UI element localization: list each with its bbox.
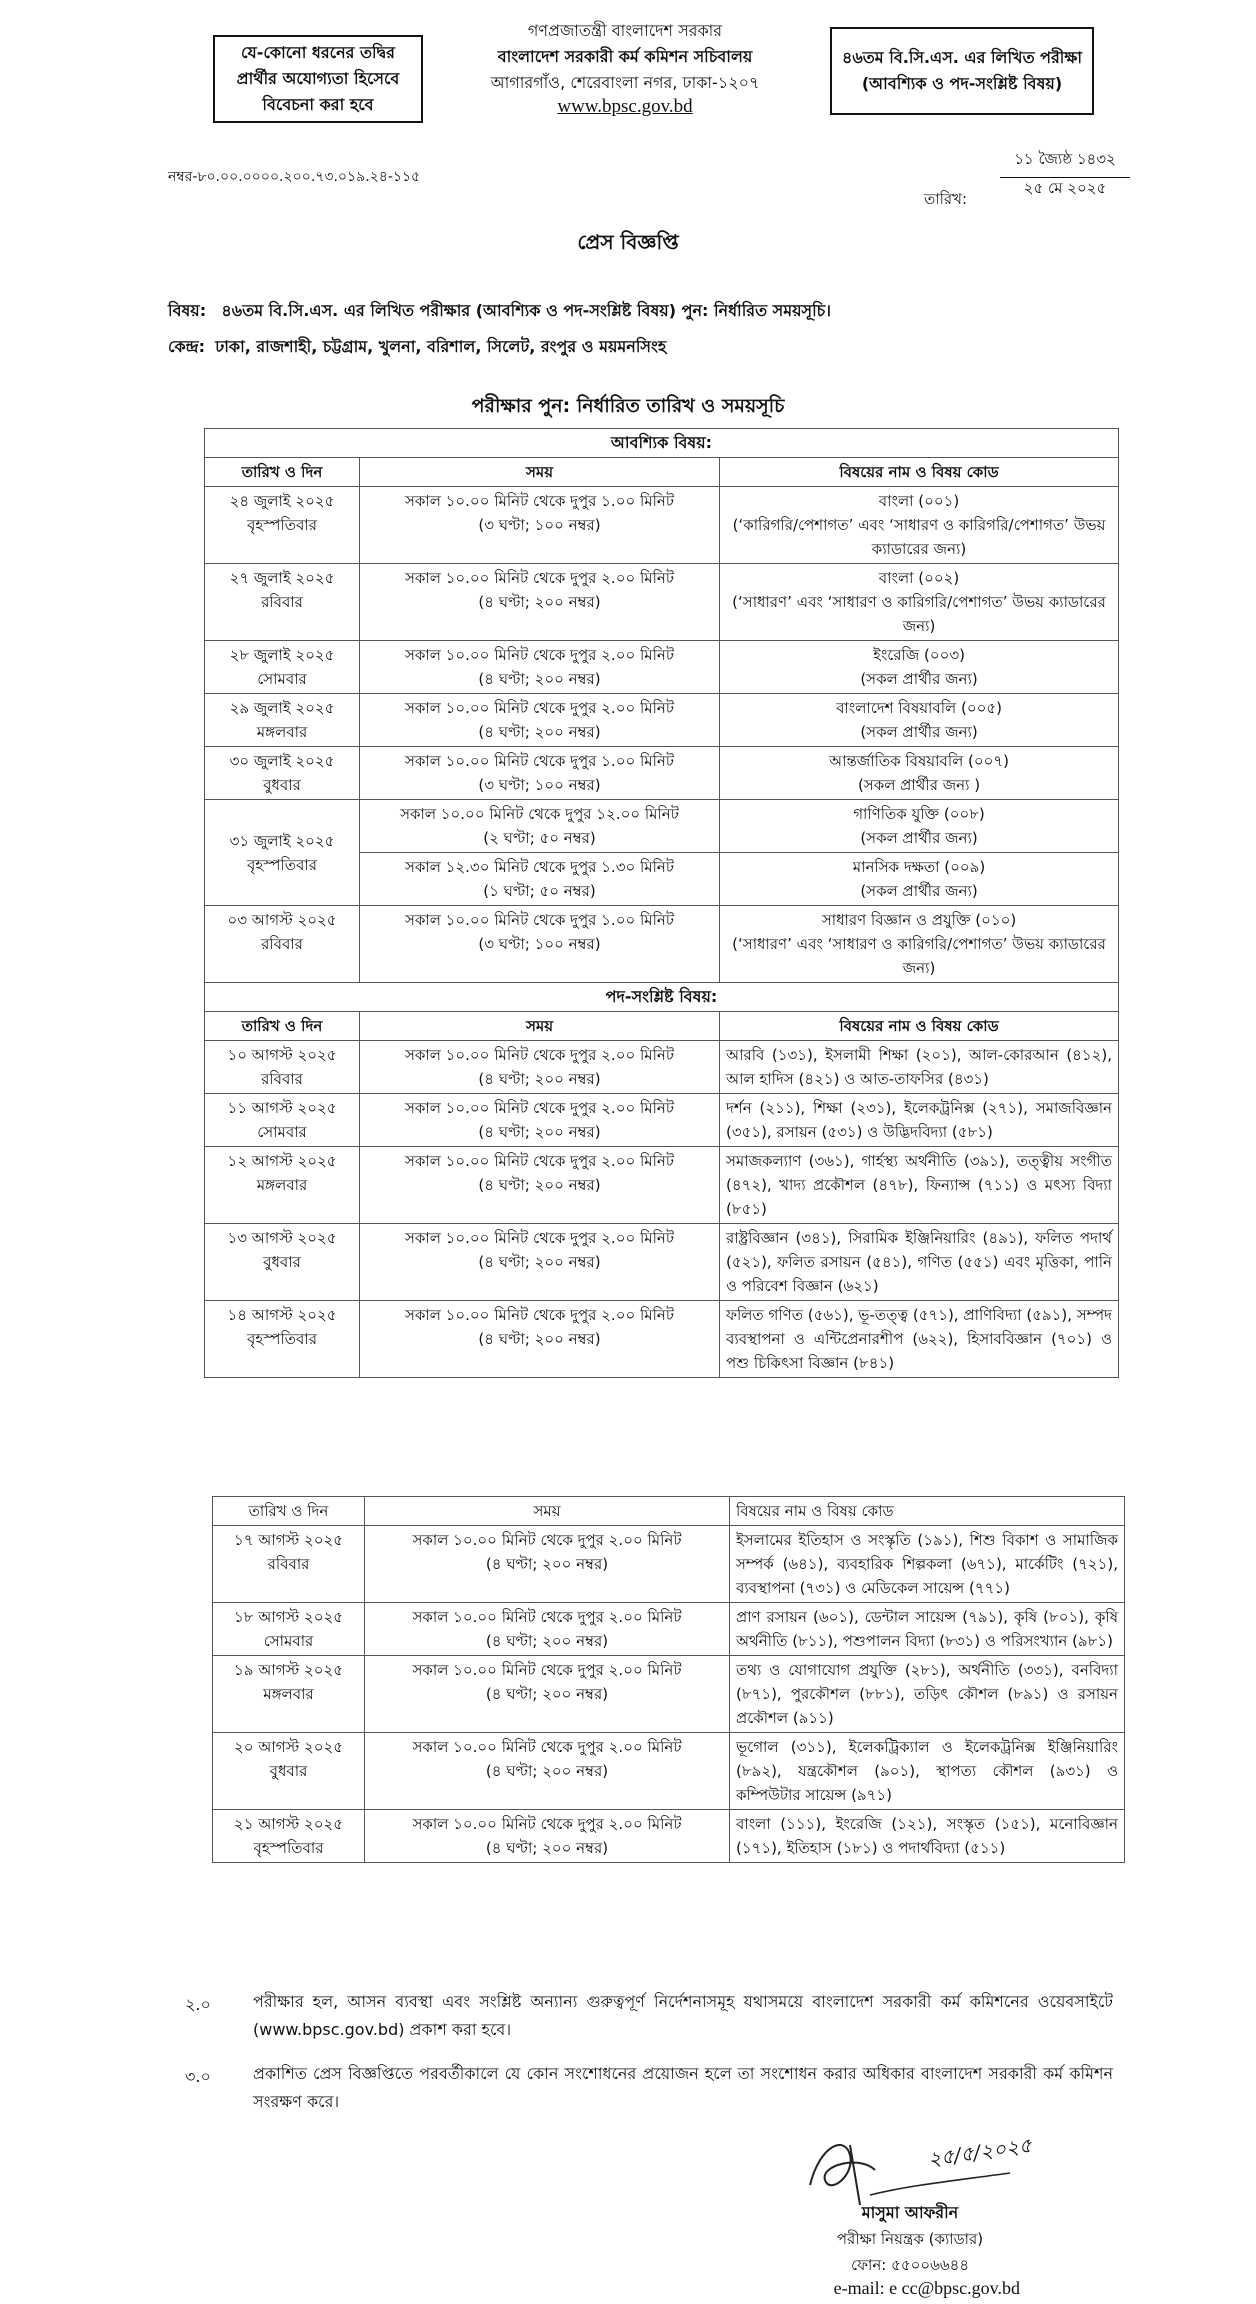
day-text: রবিবার bbox=[261, 1070, 303, 1088]
marks-text: (৩ ঘণ্টা; ১০০ নম্বর) bbox=[478, 776, 601, 794]
marks-text: (৪ ঘণ্টা; ২০০ নম্বর) bbox=[485, 1762, 609, 1780]
marks-text: (৪ ঘণ্টা; ২০০ নম্বর) bbox=[485, 1685, 609, 1703]
subject-text: বাংলা (০০১) bbox=[878, 492, 960, 510]
signer-designation: পরীক্ষা নিয়ন্ত্রক (ক্যাডার) bbox=[836, 2230, 984, 2248]
time-cell bbox=[360, 853, 720, 906]
subject-cell bbox=[720, 1041, 1119, 1094]
website-link[interactable]: www.bpsc.gov.bd bbox=[557, 96, 693, 117]
subject-cell bbox=[720, 487, 1119, 564]
marks-text: (২ ঘণ্টা; ৫০ নম্বর) bbox=[483, 829, 596, 847]
table-row bbox=[205, 800, 1119, 853]
date-cell bbox=[205, 800, 360, 906]
time-text: সকাল ১০.০০ মিনিট থেকে দুপুর ২.০০ মিনিট bbox=[404, 1229, 675, 1247]
subject-cell bbox=[720, 906, 1119, 983]
time-text: সকাল ১০.০০ মিনিট থেকে দুপুর ২.০০ মিনিট bbox=[404, 699, 675, 717]
subject-note: (সকল প্রার্থীর জন্য ) bbox=[857, 776, 981, 794]
date-cell bbox=[205, 641, 360, 694]
col-time: সময় bbox=[360, 1012, 720, 1041]
date-bangla: ১১ জ্যৈষ্ঠ ১৪৩২ bbox=[1000, 148, 1130, 178]
subject-text: মানসিক দক্ষতা (০০৯) bbox=[852, 858, 986, 876]
time-text: সকাল ১০.০০ মিনিট থেকে দুপুর ২.০০ মিনিট bbox=[412, 1815, 682, 1833]
date-cell bbox=[205, 747, 360, 800]
time-cell bbox=[365, 1526, 730, 1603]
schedule-table-continued bbox=[212, 1496, 1125, 1863]
table-row bbox=[205, 747, 1119, 800]
time-cell bbox=[365, 1656, 730, 1733]
date-text: ১৮ আগস্ট ২০২৫ bbox=[234, 1608, 343, 1626]
time-cell bbox=[360, 800, 720, 853]
marks-text: (৪ ঘণ্টা; ২০০ নম্বর) bbox=[478, 593, 601, 611]
day-text: মঙ্গলবার bbox=[263, 1685, 314, 1703]
subject-note: (সকল প্রার্থীর জন্য) bbox=[860, 670, 978, 688]
subject-note: (সকল প্রার্থীর জন্য) bbox=[860, 882, 978, 900]
subject-cell bbox=[720, 800, 1119, 853]
day-text: মঙ্গলবার bbox=[256, 1176, 308, 1194]
marks-text: (৪ ঘণ্টা; ২০০ নম্বর) bbox=[478, 1123, 601, 1141]
col-subject: বিষয়ের নাম ও বিষয় কোড bbox=[720, 458, 1119, 487]
col-subject: বিষয়ের নাম ও বিষয় কোড bbox=[730, 1497, 1125, 1526]
table-row bbox=[205, 641, 1119, 694]
subject-note: (‘সাধারণ’ এবং ‘সাধারণ ও কারিগরি/পেশাগত’ উভয় ক্যাডারের জন্য) bbox=[732, 935, 1106, 977]
center-line bbox=[168, 334, 666, 361]
signer-name: মাসুমা আফরীন bbox=[861, 2203, 959, 2222]
subject-text: বাংলা (১১১), ইংরেজি (১২১), সংস্কৃত (১৫১), মনোবিজ্ঞান (১৭১), ইতিহাস (১৮১) ও পদার্থবিদ্যা (৫১১) bbox=[736, 1815, 1118, 1857]
header-row bbox=[205, 1012, 1119, 1041]
time-cell bbox=[360, 906, 720, 983]
note-text: পরীক্ষার হল, আসন ব্যবস্থা এবং সংশ্লিষ্ট অন্যান্য গুরুত্বপূর্ণ নির্দেশনাসমূহ যথাসময়ে বাংলাদেশ সরকারী কর্ম কমিশনের ওয়েবসাইটে (www.bpsc.gov.bd) প্রকাশ করা হবে। bbox=[253, 1992, 1113, 2039]
note-number: ৩.০ bbox=[185, 2067, 211, 2086]
time-cell bbox=[360, 1041, 720, 1094]
date-cell bbox=[205, 1301, 360, 1378]
table-row bbox=[205, 1301, 1119, 1378]
marks-text: (৪ ঘণ্টা; ২০০ নম্বর) bbox=[478, 1253, 601, 1271]
marks-text: (৪ ঘণ্টা; ২০০ নম্বর) bbox=[478, 1176, 601, 1194]
date-cell bbox=[205, 564, 360, 641]
time-text: সকাল ১০.০০ মিনিট থেকে দুপুর ২.০০ মিনিট bbox=[412, 1608, 682, 1626]
time-cell bbox=[360, 1224, 720, 1301]
date-text: ১৯ আগস্ট ২০২৫ bbox=[234, 1661, 343, 1679]
header-row bbox=[205, 458, 1119, 487]
schedule-title: পরীক্ষার পুন: নির্ধারিত তারিখ ও সময়সূচি bbox=[471, 395, 785, 417]
subject-cell bbox=[720, 1224, 1119, 1301]
time-text: সকাল ১০.০০ মিনিট থেকে দুপুর ২.০০ মিনিট bbox=[404, 646, 675, 664]
section-post: পদ-সংশ্লিষ্ট বিষয়: bbox=[205, 983, 1119, 1012]
date-text: ১৭ আগস্ট ২০২৫ bbox=[234, 1531, 343, 1549]
date-cell bbox=[213, 1733, 365, 1810]
date-cell bbox=[205, 1041, 360, 1094]
date-text: ২৯ জুলাই ২০২৫ bbox=[229, 699, 335, 717]
subject-note: (সকল প্রার্থীর জন্য) bbox=[860, 829, 978, 847]
table-row bbox=[205, 487, 1119, 564]
date-cell bbox=[205, 1094, 360, 1147]
org-name: বাংলাদেশ সরকারী কর্ম কমিশন সচিবালয় bbox=[497, 47, 753, 66]
subject-text: ৪৬তম বি.সি.এস. এর লিখিত পরীক্ষার (আবশ্যিক ও পদ-সংশ্লিষ্ট বিষয়) পুন: নির্ধারিত সময়সূচি। bbox=[221, 301, 832, 320]
date-cell bbox=[213, 1526, 365, 1603]
day-text: বুধবার bbox=[263, 1253, 301, 1271]
day-text: বৃহস্পতিবার bbox=[247, 516, 317, 534]
subject-cell bbox=[720, 1094, 1119, 1147]
subject-text: ফলিত গণিত (৫৬১), ভূ-তত্ত্ব (৫৭১), প্রাণিবিদ্যা (৫৯১), সম্পদ ব্যবস্থাপনা ও এন্টিপ্রেনারশীপ (৬২২), হিসাববিজ্ঞান (৭০১) ও পশু চিকিৎসা বিজ্ঞান (৮৪১) bbox=[726, 1306, 1113, 1372]
signer-email[interactable]: e-mail: e cc@bpsc.gov.bd bbox=[833, 2278, 1020, 2298]
time-text: সকাল ১০.০০ মিনিট থেকে দুপুর ১.০০ মিনিট bbox=[404, 752, 674, 770]
table-row bbox=[205, 906, 1119, 983]
col-subject: বিষয়ের নাম ও বিষয় কোড bbox=[720, 1012, 1119, 1041]
table-row bbox=[213, 1603, 1125, 1656]
date-cell bbox=[205, 1147, 360, 1224]
subject-cell bbox=[730, 1733, 1125, 1810]
memo-number: নম্বর-৮০.০০.০০০০.২০০.৭৩.০১৯.২৪-১১৫ bbox=[168, 169, 421, 185]
marks-text: (৪ ঘণ্টা; ২০০ নম্বর) bbox=[485, 1632, 609, 1650]
day-text: রবিবার bbox=[261, 935, 303, 953]
subject-text: বাংলাদেশ বিষয়াবলি (০০৫) bbox=[836, 699, 1002, 717]
day-text: বুধবার bbox=[263, 776, 301, 794]
marks-text: (৪ ঘণ্টা; ২০০ নম্বর) bbox=[478, 723, 601, 741]
day-text: রবিবার bbox=[261, 593, 303, 611]
date-cell bbox=[205, 487, 360, 564]
note-text: প্রকাশিত প্রেস বিজ্ঞপ্তিতে পরবর্তীকালে যে কোন সংশোধনের প্রয়োজন হলে তা সংশোধন করার অধিকার বাংলাদেশ সরকারী কর্ম কমিশন সংরক্ষণ করে। bbox=[253, 2064, 1113, 2111]
time-cell bbox=[360, 1301, 720, 1378]
time-text: সকাল ১০.০০ মিনিট থেকে দুপুর ১.০০ মিনিট bbox=[404, 911, 674, 929]
marks-text: (৪ ঘণ্টা; ২০০ নম্বর) bbox=[478, 1330, 601, 1348]
subject-text: সমাজকল্যাণ (৩৬১), গার্হস্থ্য অর্থনীতি (৩৯১), তত্ত্বীয় সংগীত (৪৭২), খাদ্য প্রকৌশল (৪৭৮), ফিন্যান্স (৭১১) ও মৎস্য বিদ্যা (৮৫১) bbox=[726, 1152, 1113, 1218]
subject-cell bbox=[720, 853, 1119, 906]
col-time: সময় bbox=[360, 458, 720, 487]
note-number: ২.০ bbox=[185, 1995, 211, 2014]
table-row bbox=[205, 1094, 1119, 1147]
page-title: প্রেস বিজ্ঞপ্তি bbox=[577, 230, 679, 254]
date-text: ২৭ জুলাই ২০২৫ bbox=[229, 569, 335, 587]
time-text: সকাল ১০.০০ মিনিট থেকে দুপুর ২.০০ মিনিট bbox=[404, 569, 675, 587]
time-cell bbox=[360, 641, 720, 694]
col-date: তারিখ ও দিন bbox=[205, 458, 360, 487]
subject-cell bbox=[730, 1810, 1125, 1863]
col-time: সময় bbox=[365, 1497, 730, 1526]
time-text: সকাল ১০.০০ মিনিট থেকে দুপুর ২.০০ মিনিট bbox=[404, 1306, 675, 1324]
date-text: ৩০ জুলাই ২০২৫ bbox=[229, 752, 335, 770]
subject-note: (‘কারিগরি/পেশাগত’ এবং ‘সাধারণ ও কারিগরি/পেশাগত’ উভয় ক্যাডারের জন্য) bbox=[732, 516, 1106, 558]
time-cell bbox=[360, 694, 720, 747]
day-text: মঙ্গলবার bbox=[256, 723, 308, 741]
time-text: সকাল ১০.০০ মিনিট থেকে দুপুর ১.০০ মিনিট bbox=[404, 492, 674, 510]
table-row bbox=[205, 694, 1119, 747]
marks-text: (৪ ঘণ্টা; ২০০ নম্বর) bbox=[485, 1555, 609, 1573]
time-text: সকাল ১০.০০ মিনিট থেকে দুপুর ১২.০০ মিনিট bbox=[400, 805, 679, 823]
time-text: সকাল ১০.০০ মিনিট থেকে দুপুর ২.০০ মিনিট bbox=[404, 1046, 675, 1064]
time-text: সকাল ১০.০০ মিনিট থেকে দুপুর ২.০০ মিনিট bbox=[412, 1738, 682, 1756]
marks-text: (৩ ঘণ্টা; ১০০ নম্বর) bbox=[478, 516, 601, 534]
date-text: ৩১ জুলাই ২০২৫ bbox=[229, 831, 335, 850]
subject-text: গাণিতিক যুক্তি (০০৮) bbox=[853, 805, 985, 823]
subject-cell bbox=[730, 1526, 1125, 1603]
date-text: ১২ আগস্ট ২০২৫ bbox=[227, 1152, 337, 1170]
subject-cell bbox=[720, 564, 1119, 641]
table-row bbox=[213, 1656, 1125, 1733]
date-label: তারিখ: bbox=[924, 190, 968, 208]
table-row bbox=[205, 564, 1119, 641]
marks-text: (১ ঘণ্টা; ৫০ নম্বর) bbox=[483, 882, 596, 900]
day-text: রবিবার bbox=[267, 1555, 310, 1573]
warning-box bbox=[213, 35, 423, 123]
header-row bbox=[213, 1497, 1125, 1526]
date-text: ২০ আগস্ট ২০২৫ bbox=[234, 1738, 343, 1756]
subject-cell bbox=[720, 1147, 1119, 1224]
time-cell bbox=[360, 1094, 720, 1147]
date-cell bbox=[205, 906, 360, 983]
gov-name: গণপ্রজাতন্ত্রী বাংলাদেশ সরকার bbox=[527, 21, 723, 40]
warning-text: যে-কোনো ধরনের তদ্বির প্রার্থীর অযোগ্যতা হিসেবে বিবেচনা করা হবে bbox=[236, 43, 400, 114]
section-mandatory: আবশ্যিক বিষয়: bbox=[205, 429, 1119, 458]
table-row bbox=[213, 1733, 1125, 1810]
table-row bbox=[205, 1041, 1119, 1094]
subject-text: তথ্য ও যোগাযোগ প্রযুক্তি (২৮১), অর্থনীতি (৩৩১), বনবিদ্যা (৮৭১), পুরকৌশল (৮৮১), তড়িৎ কৌশল (৮৯১) ও রসায়ন প্রকৌশল (৯১১) bbox=[736, 1661, 1118, 1727]
subject-cell bbox=[720, 1301, 1119, 1378]
time-text: সকাল ১০.০০ মিনিট থেকে দুপুর ২.০০ মিনিট bbox=[404, 1152, 675, 1170]
col-date: তারিখ ও দিন bbox=[205, 1012, 360, 1041]
time-cell bbox=[365, 1810, 730, 1863]
time-text: সকাল ১০.০০ মিনিট থেকে দুপুর ২.০০ মিনিট bbox=[412, 1661, 682, 1679]
date-cell bbox=[205, 694, 360, 747]
day-text: সোমবার bbox=[257, 670, 307, 688]
date-text: ০৩ আগস্ট ২০২৫ bbox=[227, 911, 337, 929]
marks-text: (৪ ঘণ্টা; ২০০ নম্বর) bbox=[478, 1070, 601, 1088]
schedule-table bbox=[204, 428, 1119, 1378]
subject-cell bbox=[730, 1656, 1125, 1733]
subject-text: বাংলা (০০২) bbox=[878, 569, 960, 587]
date-cell bbox=[205, 1224, 360, 1301]
marks-text: (৪ ঘণ্টা; ২০০ নম্বর) bbox=[478, 670, 601, 688]
subject-text: সাধারণ বিজ্ঞান ও প্রযুক্তি (০১০) bbox=[821, 911, 1017, 929]
signature-date: ২৫/৫/২০২৫ bbox=[926, 2132, 1034, 2172]
date-text: ২৮ জুলাই ২০২৫ bbox=[229, 646, 335, 664]
subject-text: ইসলামের ইতিহাস ও সংস্কৃতি (১৯১), শিশু বিকাশ ও সামাজিক সম্পর্ক (৬৪১), ব্যবহারিক শিল্পকলা (৬৭১), মার্কেটিং (৭২১), ব্যবস্থাপনা (৭৩১) ও মেডিকেল সায়েন্স (৭৭১) bbox=[736, 1531, 1118, 1597]
time-cell bbox=[360, 564, 720, 641]
date-cell bbox=[213, 1656, 365, 1733]
time-cell bbox=[360, 487, 720, 564]
subject-note: (‘সাধারণ’ এবং ‘সাধারণ ও কারিগরি/পেশাগত’ উভয় ক্যাডারের জন্য) bbox=[732, 593, 1106, 635]
day-text: সোমবার bbox=[257, 1123, 307, 1141]
subject-note: (সকল প্রার্থীর জন্য) bbox=[860, 723, 978, 741]
subject-cell bbox=[730, 1603, 1125, 1656]
time-text: সকাল ১০.০০ মিনিট থেকে দুপুর ২.০০ মিনিট bbox=[412, 1531, 682, 1549]
subject-text: ইংরেজি (০০৩) bbox=[873, 646, 965, 664]
time-cell bbox=[360, 747, 720, 800]
table-row bbox=[213, 1810, 1125, 1863]
subject-text: আন্তর্জাতিক বিষয়াবলি (০০৭) bbox=[828, 752, 1010, 770]
subject-label: বিষয়: bbox=[168, 301, 207, 320]
subject-cell bbox=[720, 694, 1119, 747]
date-cell bbox=[213, 1810, 365, 1863]
day-text: বৃহস্পতিবার bbox=[253, 1839, 324, 1857]
date-text: ১০ আগস্ট ২০২৫ bbox=[227, 1046, 337, 1064]
subject-text: প্রাণ রসায়ন (৬০১), ডেন্টাল সায়েন্স (৭৯১), কৃষি (৮০১), কৃষি অর্থনীতি (৮১১), পশুপালন বিদ্যা (৮৩১) ও পরিসংখ্যান (৯৮১) bbox=[736, 1608, 1118, 1650]
subject-cell bbox=[720, 641, 1119, 694]
date-text: ১৪ আগস্ট ২০২৫ bbox=[227, 1306, 337, 1324]
subject-cell bbox=[720, 747, 1119, 800]
subject-text: ভূগোল (৩১১), ইলেকট্রিক্যাল ও ইলেকট্রনিক্স ইঞ্জিনিয়ারিং (৮৯২), যন্ত্রকৌশল (৯০১), স্থাপত্য কৌশল (৯৩১) ও কম্পিউটার সায়েন্স (৯৭১) bbox=[736, 1738, 1118, 1804]
subject-text: আরবি (১৩১), ইসলামী শিক্ষা (২০১), আল-কোরআন (৪১২), আল হাদিস (৪২১) ও আত-তাফসির (৪৩১) bbox=[726, 1046, 1113, 1088]
signer-phone: ফোন: ৫৫০০৬৬৪৪ bbox=[850, 2256, 970, 2274]
time-text: সকাল ১০.০০ মিনিট থেকে দুপুর ২.০০ মিনিট bbox=[404, 1099, 675, 1117]
day-text: সোমবার bbox=[263, 1632, 314, 1650]
subject-text: দর্শন (২১১), শিক্ষা (২৩১), ইলেকট্রনিক্স (২৭১), সমাজবিজ্ঞান (৩৫১), রসায়ন (৫৩১) ও উদ্ভিদবিদ্যা (৫৮১) bbox=[726, 1099, 1113, 1141]
date-text: ১৩ আগস্ট ২০২৫ bbox=[227, 1229, 337, 1247]
day-text: বৃহস্পতিবার bbox=[247, 1330, 317, 1348]
table-row bbox=[205, 1147, 1119, 1224]
time-cell bbox=[360, 1147, 720, 1224]
org-address: আগারগাঁও, শেরেবাংলা নগর, ঢাকা-১২০৭ bbox=[490, 73, 760, 92]
date-cell bbox=[213, 1603, 365, 1656]
date-text: ২১ আগস্ট ২০২৫ bbox=[234, 1815, 343, 1833]
center-text: ঢাকা, রাজশাহী, চট্টগ্রাম, খুলনা, বরিশাল, সিলেট, রংপুর ও ময়মনসিংহ bbox=[215, 337, 667, 356]
exam-tag-box bbox=[830, 27, 1094, 115]
date-text: ১১ আগস্ট ২০২৫ bbox=[227, 1099, 337, 1117]
table-row bbox=[213, 1526, 1125, 1603]
marks-text: (৪ ঘণ্টা; ২০০ নম্বর) bbox=[485, 1839, 609, 1857]
time-text: সকাল ১২.৩০ মিনিট থেকে দুপুর ১.৩০ মিনিট bbox=[404, 858, 674, 876]
marks-text: (৩ ঘণ্টা; ১০০ নম্বর) bbox=[478, 935, 601, 953]
time-cell bbox=[365, 1603, 730, 1656]
exam-tag-text: ৪৬তম বি.সি.এস. এর লিখিত পরীক্ষা (আবশ্যিক ও পদ-সংশ্লিষ্ট বিষয়) bbox=[842, 48, 1082, 93]
table-row bbox=[205, 1224, 1119, 1301]
day-text: বৃহস্পতিবার bbox=[247, 855, 317, 874]
time-cell bbox=[365, 1733, 730, 1810]
date-text: ২৪ জুলাই ২০২৫ bbox=[229, 492, 335, 510]
day-text: বুধবার bbox=[269, 1762, 308, 1780]
col-date: তারিখ ও দিন bbox=[213, 1497, 365, 1526]
subject-text: রাষ্ট্রবিজ্ঞান (৩৪১), সিরামিক ইঞ্জিনিয়ারিং (৪৯১), ফলিত পদার্থ (৫২১), ফলিত রসায়ন (৫৪১), গণিত (৫৫১) এবং মৃত্তিকা, পানি ও পরিবেশ বিজ্ঞান (৬২১) bbox=[726, 1229, 1113, 1295]
subject-line bbox=[168, 298, 831, 325]
date-english: ২৫ মে ২০২৫ bbox=[1023, 179, 1107, 197]
center-label: কেন্দ্র: bbox=[168, 337, 206, 356]
